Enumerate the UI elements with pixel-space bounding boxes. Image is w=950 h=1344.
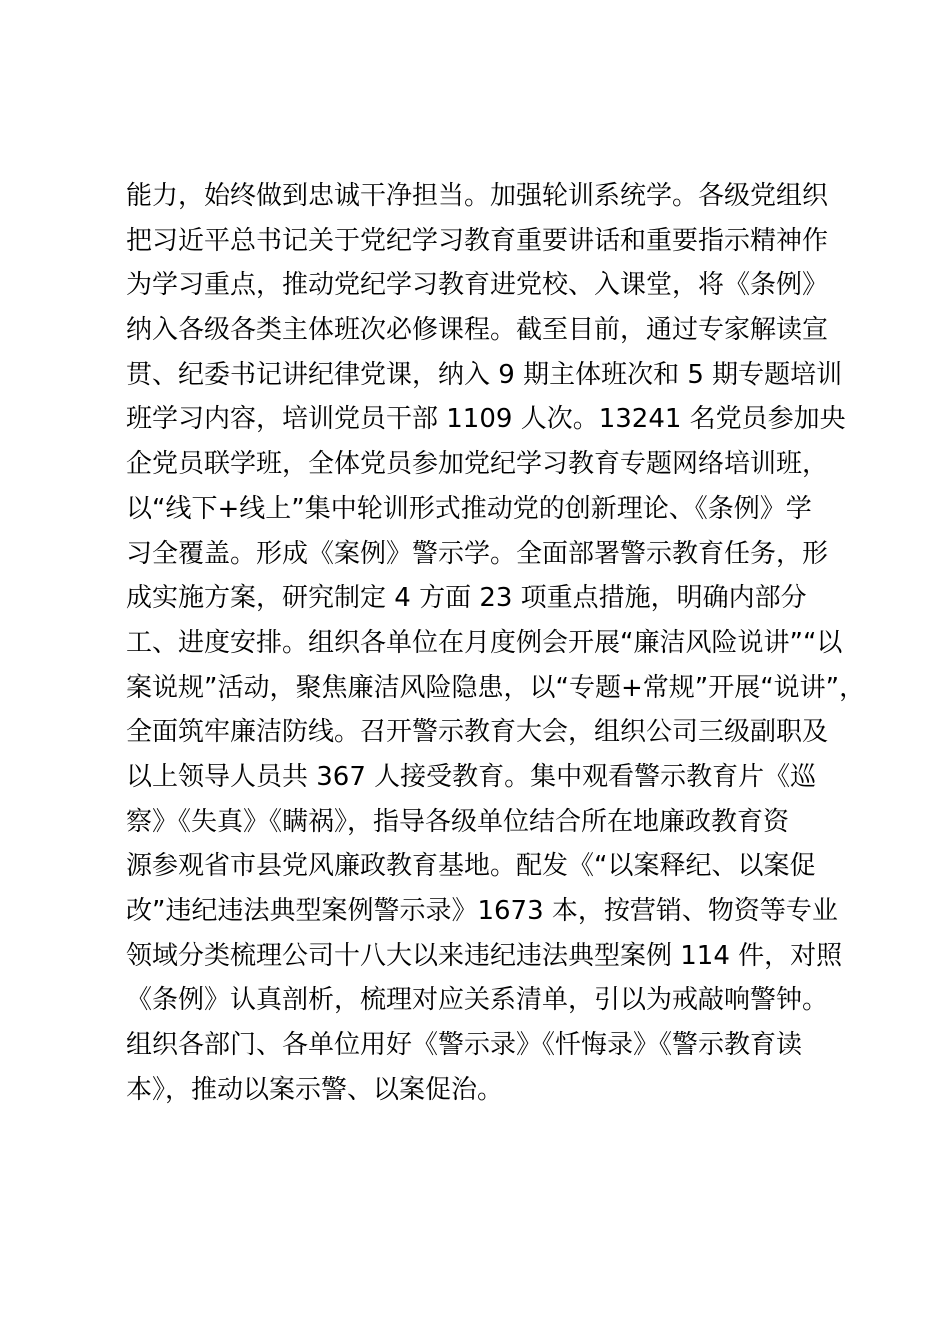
paragraph-line: 察》《失真》《瞒祸》，指导各级单位结合所在地廉政教育资 [126, 806, 790, 837]
paragraph-line: 班学习内容，培训党员干部 1109 人次。13241 名党员参加央 [126, 404, 846, 435]
paragraph-line: 企党员联学班，全体党员参加党纪学习教育专题网络培训班， [126, 449, 829, 480]
paragraph-line: 以上领导人员共 367 人接受教育。集中观看警示教育片《巡 [126, 761, 817, 792]
paragraph-line: 领域分类梳理公司十八大以来违纪违法典型案例 114 件，对照 [126, 940, 843, 971]
paragraph-line: 组织各部门、各单位用好《警示录》《忏悔录》《警示教育读 [126, 1030, 803, 1061]
paragraph-line: 习全覆盖。形成《案例》警示学。全面部署警示教育任务，形 [126, 538, 829, 569]
paragraph-line: 为学习重点，推动党纪学习教育进党校、入课堂，将《条例》 [126, 270, 829, 301]
paragraph-line: 本》，推动以案示警、以案促治。 [126, 1074, 504, 1105]
paragraph-line: 全面筑牢廉洁防线。召开警示教育大会，组织公司三级副职及 [126, 717, 829, 748]
paragraph-line: 能力，始终做到忠诚干净担当。加强轮训系统学。各级党组织 [126, 181, 829, 211]
paragraph-line: 把习近平总书记关于党纪学习教育重要讲话和重要指示精神作 [126, 225, 829, 256]
paragraph-line: 《条例》认真剖析，梳理对应关系清单，引以为戒敲响警钟。 [126, 985, 829, 1016]
paragraph-line: 纳入各级各类主体班次必修课程。截至目前，通过专家解读宣 [126, 315, 829, 346]
paragraph-line: 以“线下+线上”集中轮训形式推动党的创新理论、《条例》学 [126, 493, 812, 524]
paragraph-line: 案说规”活动，聚焦廉洁风险隐患，以“专题+常规”开展“说讲”， [126, 672, 866, 703]
paragraph-line: 贯、纪委书记讲纪律党课，纳入 9 期主体班次和 5 期专题培训 [126, 359, 843, 390]
paragraph-line: 源参观省市县党风廉政教育基地。配发《“以案释纪、以案促 [126, 851, 816, 882]
paragraph-line: 成实施方案，研究制定 4 方面 23 项重点措施，明确内部分 [126, 583, 807, 614]
body-paragraph [126, 174, 866, 1112]
paragraph-line: 工、进度安排。组织各单位在月度例会开展“廉洁风险说讲”“以 [126, 627, 843, 658]
paragraph-line: 改”违纪违法典型案例警示录》1673 本，按营销、物资等专业 [126, 896, 838, 926]
